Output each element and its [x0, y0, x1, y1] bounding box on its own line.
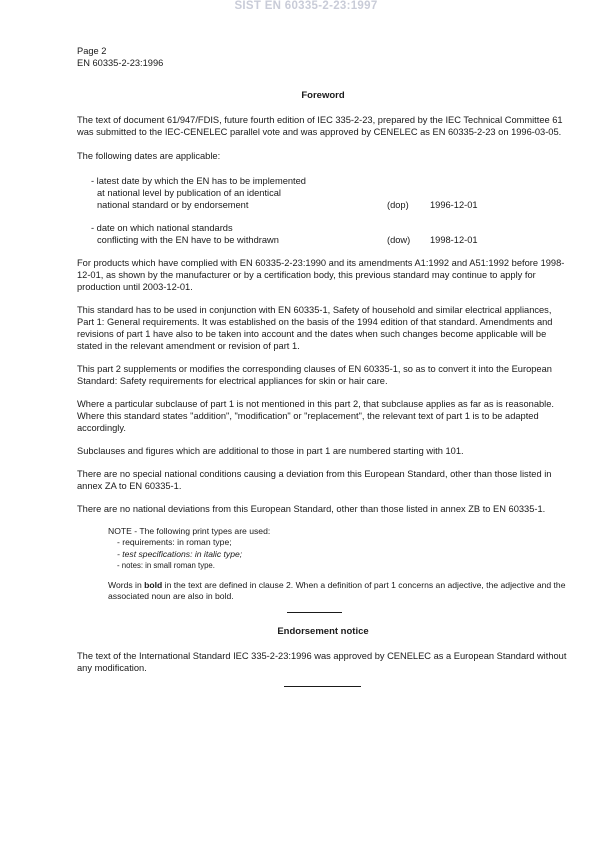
endorsement-heading: Endorsement notice [277, 625, 369, 637]
applicable-dates-list [91, 175, 569, 246]
date-item-line: national standard or by endorsement [97, 200, 249, 210]
paragraph-previous-standard: For products which have complied with EN 60335-2-23:1990 and its amendments A1:1992 and A51:1992 before 1998-12-01, as shown by the manufacturer or by a certification body, this previous standard may continue to apply for production until 2003-12-01. [77, 258, 565, 292]
paragraph-supplements: This part 2 supplements or modifies the corresponding clauses of EN 60335-1, so as to convert it into the European Standard: Safety requirements for electrical appliances for skin or hair care. [77, 364, 552, 386]
document-page [77, 45, 569, 687]
note-item-requirements: - requirements: in roman type; [117, 537, 232, 548]
standard-number: EN 60335-2-23:1996 [77, 58, 164, 68]
paragraph-national-deviations: There are no national deviations from this European Standard, other than those listed in annex ZB to EN 60335-1. [77, 504, 546, 514]
note-intro: NOTE - The following print types are used: [108, 526, 271, 536]
bold-def-bold: bold [144, 580, 163, 591]
print-types-note [108, 526, 569, 571]
date-item-line: conflicting with the EN have to be withdrawn [97, 235, 279, 245]
document-watermark: SIST EN 60335-2-23:1997 [234, 0, 378, 12]
date-item-line: at national level by publication of an identical [97, 188, 281, 198]
paragraph-conjunction: This standard has to be used in conjunction with EN 60335-1, Safety of household and similar electrical appliances, Part 1: General requirements. It was established on the basis of the 1994 edition of that standard. Amendments and revisions of part 1 have also to be taken into account and the dates when such changes become applicable will be stated in the relevant amendment or revision of part 1. [77, 305, 553, 351]
date-item-dow [91, 222, 569, 246]
bold-definition-note [108, 580, 569, 603]
date-value: 1998-12-01 [430, 235, 478, 245]
bold-def-before: Words in [108, 580, 145, 591]
section-divider [287, 612, 342, 613]
note-item-notes: - notes: in small roman type. [117, 560, 215, 570]
foreword-heading: Foreword [301, 90, 345, 101]
date-code: (dow) [387, 235, 411, 245]
date-item-line: - date on which national standards [91, 223, 233, 233]
date-item-dop [91, 175, 569, 211]
page-number: Page 2 [77, 46, 107, 56]
bold-def-after: in the text are defined in clause 2. When a definition of part 1 concerns an adjective, the adjective and the associated noun are also in bold. [108, 580, 566, 602]
end-divider [284, 686, 361, 687]
dates-intro: The following dates are applicable: [77, 151, 221, 161]
page-header [77, 45, 569, 69]
paragraph-numbering: Subclauses and figures which are additional to those in part 1 are numbered starting with 101. [77, 446, 464, 456]
endorsement-text: The text of the International Standard IEC 335-2-23:1996 was approved by CENELEC as a European Standard without any modification. [77, 650, 567, 673]
foreword-intro: The text of document 61/947/FDIS, future fourth edition of IEC 335-2-23, prepared by the IEC Technical Committee 61 was submitted to the IEC-CENELEC parallel vote and was approved by CENELEC as EN 60335-2-23 on 1996-03-05. [77, 115, 563, 137]
paragraph-national-conditions: There are no special national conditions causing a deviation from this European Standard, other than those listed in annex ZA to EN 60335-1. [77, 469, 552, 491]
note-item-test-specifications: - test specifications: in italic type; [117, 548, 243, 559]
date-code: (dop) [387, 200, 409, 210]
date-value: 1996-12-01 [430, 200, 478, 210]
paragraph-subclause: Where a particular subclause of part 1 is not mentioned in this part 2, that subclause applies as far as is reasonable. Where this standard states "addition", "modification" or "replacement", the relevant text of part 1 is to be adapted accordingly. [77, 399, 554, 433]
date-item-line: - latest date by which the EN has to be implemented [91, 176, 306, 186]
